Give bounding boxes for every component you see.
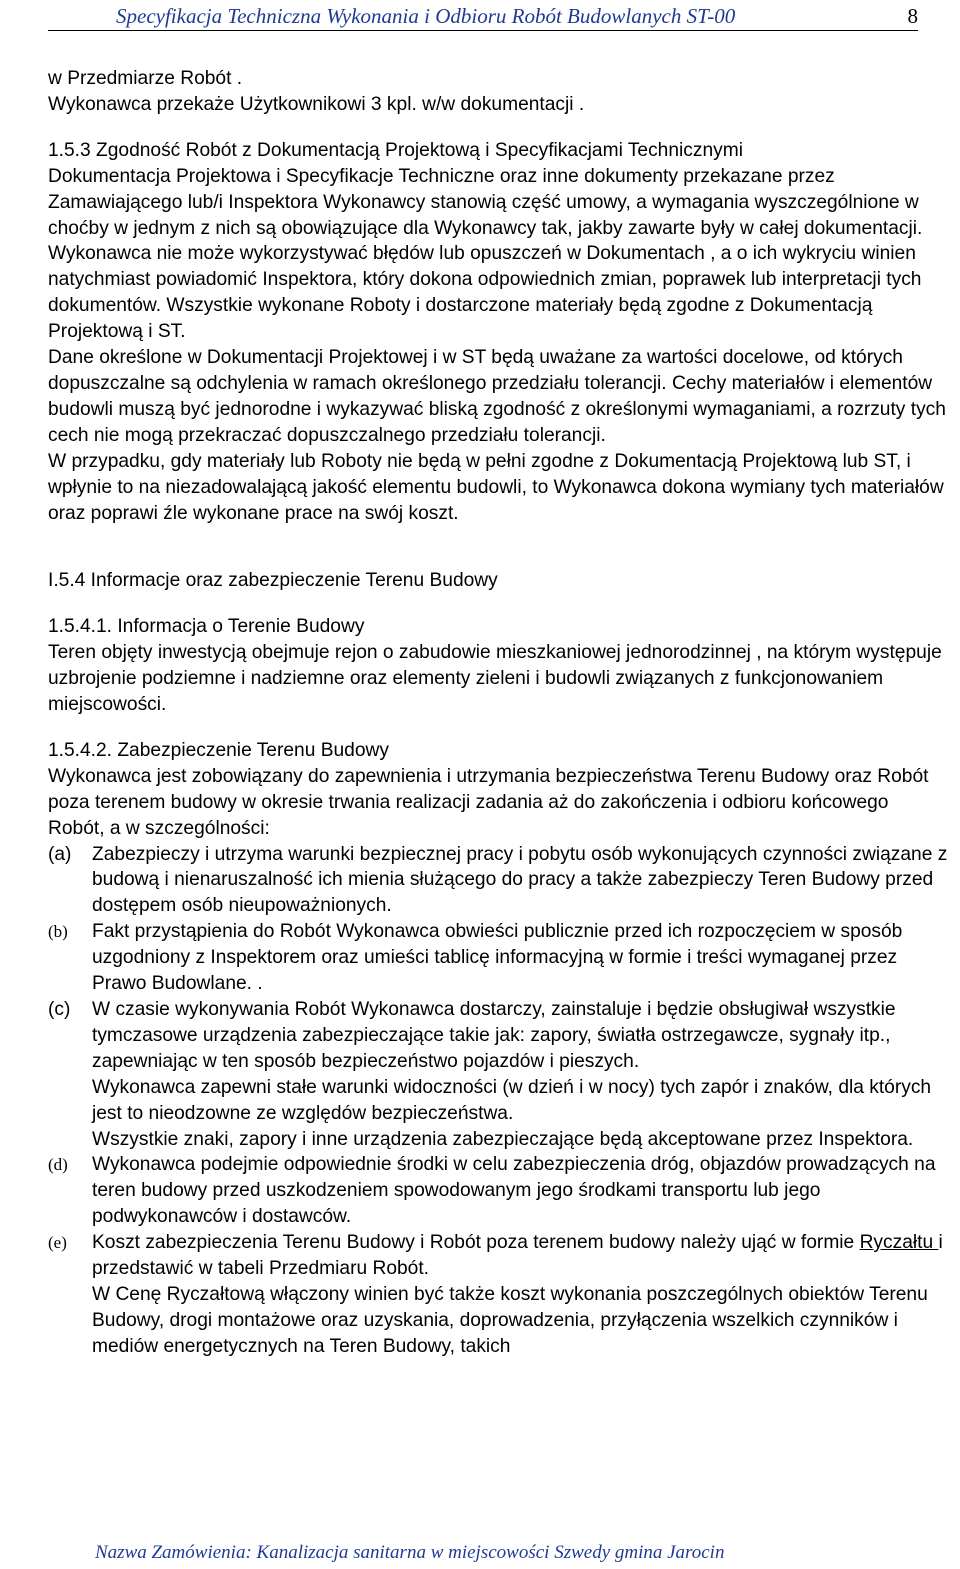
section-1-5-4-heading: I.5.4 Informacje oraz zabezpieczenie Terenu Budowy <box>48 570 498 592</box>
section-1-5-3-heading: 1.5.3 Zgodność Robót z Dokumentacją Projektową i Specyfikacjami Technicznymi <box>48 139 743 161</box>
section-1-5-3-para-2: Wykonawca nie może wykorzystywać błędów lub opuszczeń w Dokumentach , a o ich wykryciu winien natychmiast powiadomić Inspektora, który dokona odpowiednich zmian, poprawek lub interpretacji tych dokumentów. Wszystkie wykonane Roboty i dostarczone materiały będą zgodne z Dokumentacją Projektową i ST. <box>48 243 922 343</box>
list-text-c-2: Wykonawca zapewni stałe warunki widoczności (w dzień i w nocy) tych zapór i znaków, dla których jest to nieodzowne ze względów bezpieczeństwa. <box>92 1076 932 1124</box>
section-1-5-4-1-para: Teren objęty inwestycją obejmuje rejon o zabudowie mieszkaniowej jednorodzinnej , na którym występuje uzbrojenie podziemne i nadziemne oraz elementy zieleni i budowli związanych z funkcjonowaniem miejscowości. <box>48 642 942 716</box>
list-item-b <box>48 919 948 997</box>
page-header <box>48 0 918 31</box>
list-label-c: (c) <box>48 999 71 1020</box>
list-item-d <box>48 1152 948 1230</box>
list-label-d: (d) <box>48 1155 68 1175</box>
list-text-e-2: W Cenę Ryczałtową włączony winien być także koszt wykonania poszczególnych obiektów Terenu Budowy, drogi montażowe oraz uzyskania, doprowadzenia, przyłączenia wszelkich czynników i mediów energetycznych na Teren Budowy, takich <box>92 1283 928 1357</box>
list-text-e <box>92 1230 948 1282</box>
list-text-b: Fakt przystąpienia do Robót Wykonawca obwieści publicznie przed ich rozpoczęciem w sposób uzgodniony z Inspektorem oraz umieści tablicę informacyjną w formie i treści wymaganej przez Prawo Budowlane. . <box>92 921 903 995</box>
intro-line-1: w Przedmiarze Robót . <box>48 68 243 89</box>
section-1-5-4-2-para: Wykonawca jest zobowiązany do zapewnienia i utrzymania bezpieczeństwa Terenu Budowy oraz Robót poza terenem budowy w okresie trwania realizacji zadania aż do zakończenia i odbioru końcowego Robót, a w szczególności: <box>48 765 929 839</box>
list-text-c: W czasie wykonywania Robót Wykonawca dostarczy, zainstaluje i będzie obsługiwał wszystkie tymczasowe urządzenia zabezpieczające takie jak: zapory, światła ostrzegawcze, sygnały itp., zapewniając w ten sposób bezpieczeństwo pojazdów i pieszych. <box>92 999 896 1072</box>
ryczalt-link[interactable]: Ryczałtu <box>859 1232 939 1254</box>
section-1-5-3-para-4: W przypadku, gdy materiały lub Roboty nie będą w pełni zgodne z Dokumentacją Projektową lub ST, i wpłynie to na niezadowalającą jakość elementu budowli, to Wykonawca dokona wymiany tych materiałów oraz poprawi źle wykonane prace na swój koszt. <box>48 450 944 524</box>
list-text-d: Wykonawca podejmie odpowiednie środki w celu zabezpieczenia dróg, objazdów prowadzących na teren budowy przed uszkodzeniem spowodowanym jego środkami transportu lub jego podwykonawców i dostawców. <box>92 1154 936 1228</box>
intro-line-2: Wykonawca przekaże Użytkownikowi 3 kpl. w/w dokumentacji . <box>48 93 585 115</box>
list-item-a <box>48 842 948 920</box>
page-number: 8 <box>907 4 918 28</box>
list-text-e-part-1: Koszt zabezpieczenia Terenu Budowy i Robót poza terenem budowy należy ująć w formie <box>92 1232 860 1254</box>
section-1-5-3-para-1: Dokumentacja Projektowa i Specyfikacje Techniczne oraz inne dokumenty przekazane przez Zamawiającego lub/i Inspektora Wykonawcy stanowią część umowy, a wymagania wyszczególnione w choćby w jednym z nich są obowiązujące dla Wykonawcy tak, jakby zawarte były w całej dokumentacji. <box>48 165 923 239</box>
list-label-e: (e) <box>48 1233 67 1253</box>
document-body <box>48 66 948 1360</box>
list-text-e-part-2: i przedstawić w tabeli Przedmiaru Robót. <box>92 1232 943 1280</box>
list-text-a: Zabezpieczy i utrzyma warunki bezpiecznej pracy i pobytu osób wykonujących czynności związane z budową i nienaruszalność ich mienia służącego do pracy a także zabezpieczy Teren Budowy przed dostępem osób nieupoważnionych. <box>92 843 948 917</box>
list-item-c <box>48 997 948 1152</box>
section-1-5-4-2-heading: 1.5.4.2. Zabezpieczenie Terenu Budowy <box>48 739 389 761</box>
list-item-e <box>48 1230 948 1360</box>
page-footer: Nazwa Zamówienia: Kanalizacja sanitarna w miejscowości Szwedy gmina Jarocin <box>95 1542 725 1563</box>
section-1-5-4-1-heading: 1.5.4.1. Informacja o Terenie Budowy <box>48 616 365 638</box>
document-title: Specyfikacja Techniczna Wykonania i Odbioru Robót Budowlanych ST-00 <box>116 4 736 28</box>
list-label-a: (a) <box>48 843 72 865</box>
list-text-c-3: Wszystkie znaki, zapory i inne urządzenia zabezpieczające będą akceptowane przez Inspektora. <box>92 1128 914 1150</box>
list-label-b: (b) <box>48 922 68 942</box>
section-1-5-3-para-3: Dane określone w Dokumentacji Projektowej i w ST będą uważane za wartości docelowe, od których dopuszczalne są odchylenia w ramach określonego przedziału tolerancji. Cechy materiałów i elementów budowli muszą być jednorodne i wykazywać bliską zgodność z określonymi wymaganiami, a rozrzuty tych cech nie mogą przekraczać dopuszczalnego przedziału tolerancji. <box>48 347 946 446</box>
